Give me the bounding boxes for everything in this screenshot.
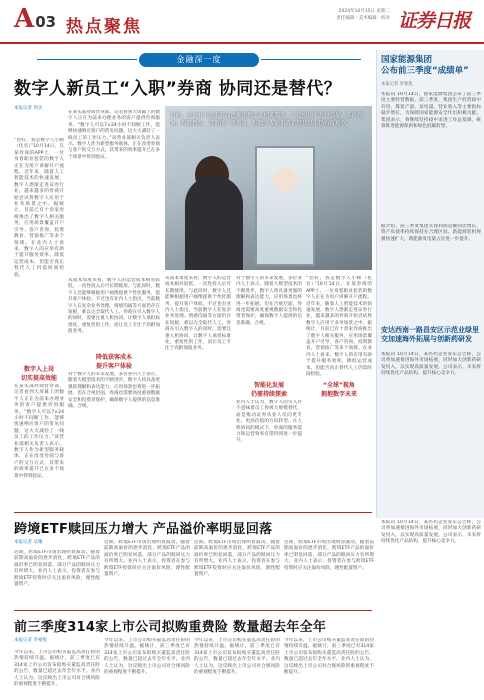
issue-meta: 2024年10月15日 星期二 责任编辑 · 美术编辑 · 校对 [336, 9, 390, 21]
page-header [0, 0, 484, 44]
divider-2 [14, 610, 372, 611]
right-body-1: 本报讯 10月14日，国家能源集团公布了前三季度主要经营数据。前三季度，集团生产经营稳中有进，煤炭产量、发电量、营业收入等主要指标稳步增长，为保障国家能源安全作出积极贡献。集团表示，将继续坚持稳中求进工作总基调，统筹推进能源保供和绿色低碳转型。 [381, 92, 481, 130]
right-body-4: 本报讯 10月14日，某医药企业发布公告称，公司将加速推进海外市场拓展，同时加大创新药研发投入，以实现高质量发展。公司表示，未来将持续优化产品结构，提升核心竞争力。 [381, 520, 481, 545]
main-column-4b: 业内人士认为，数字人的引入并不意味着员工将被大规模替代，而是推动证券从业人员向更专业、更高价值的方向转型。在人机协同的模式下，券商的服务能力和运营效率有望得到进一步提升。 [236, 400, 302, 444]
main-column-3: 从成本角度来看，数字人的运营成本相对较低，一次性投入后可长期使用。与此同时，数字人还能够根据用户画像提供个性化服务，提升客户体验。不过也有业内人士指出，当前数字人在复杂业务处理、情感沟通等方面仍存在短板，难以完全取代人工。券商在引入数字人的同时，需要注重人机协同，让数字人承担标准化、重复性的工作，而让员工专注于高附加值业务。 [165, 276, 231, 352]
divider-1 [14, 512, 372, 513]
visitor-figure [185, 176, 243, 270]
main-headline: 数字人新员工“入职”券商 协同还是替代？ [14, 79, 342, 99]
lower2-headline: 前三季度314家上市公司拟购重费险 数量超去年全年 [14, 620, 327, 635]
lower1-col-2: 近期，跨境ETF市场出现明显波动。随着前期高溢价的逐步消化，跨境ETF产品的溢价率已明显回落，部分产品的赎回压力有所增大。业内人士表示，投资者在参与跨境ETF投资时应关注溢价风险，理性配置资产。 [104, 540, 190, 578]
subhead-4: “全球”视角 拥抱数字未来 [306, 380, 372, 398]
right-headline-1: 国家能源集团 公布前三季度“成绩单” [381, 55, 469, 76]
feature-banner: 金融深一度 [139, 53, 259, 67]
lower1-headline: 跨境ETF赎回压力增大 产品溢价率明显回落 [14, 522, 273, 537]
subhead-3: 智能化发展 仍需持续探索 [250, 382, 287, 398]
photo-caption: 目前，至少有十余家券商已推出数字人相关服务，广泛应用于开户引导、客户咨询、投资教育、营销推广等场景，但数字人能否真正替代员工仍有待观察。 [170, 113, 363, 127]
main-column-2b: 从成本角度来看，数字人的运营成本相对较低，一次性投入后可长期使用。与此同时，数字人还能够根据用户画像提供个性化服务，提升客户体验。不过也有业内人士指出，当前数字人在复杂业务处理、情感沟通等方面仍存在短板，难以完全取代人工。券商在引入数字人的同时，需要注重人机协同，让数字人承担标准化、重复性的工作，而让员工专注于高附加值业务。 [68, 278, 160, 335]
main-column-2: 在某头部券商营业部，记者看到大屏幕上的数字人正在为前来办理业务的客户提供咨询服务。“数字人可以7×24小时不间断工作，能够快速响应客户的常见问题，这大大减轻了一线员工的工作压力。”该营业部相关负责人表示。数字人作为新型服务载体，正在改变券商与客户的交互方式，其带来的效率提升已在多个场景中得到验证。 [68, 110, 160, 160]
right-body-2: 据介绍，前三季度集团实现利润总额同比增长，资产负债率持续保持在合理区间。新能源装机规模快速扩大，新能源发电量占比进一步提升。 [381, 224, 481, 242]
page-number: A03 [14, 4, 57, 34]
main-column-1: “您好，我是数字人小顾（化名）”10月14日，在某券商的APP上，一位身着职业套装的数字人正在为用户讲解开户流程。近年来，随着人工智能技术的快速发展，数字人逐渐走进证券行业，越来越多的券商开始尝试将数字人应用于业务场景之中。据统计，目前已有十余家券商推出了数字人相关服务，应用场景覆盖开户引导、客户咨询、投资教育、营销推广等多个领域。在业内人士看来，数字人的应用有助于提升服务效率、降低运营成本，但能否真正替代人工仍需时间检验。 [14, 138, 64, 278]
right-headline-2: 安达西南一路昌安区示范业绿里交加速海外拓展与创新药研发 [381, 326, 479, 343]
right-byline-1: 本报记者 李春莲 [381, 82, 413, 87]
digital-human-figure [273, 168, 297, 192]
lower2-col-1: 今年以来，上市公司购买董监高责任险的热情持续升温。据统计，前三季度已有314家上市公司发布拟购买董监高责任险的公告，数量已超过去年全年水平。业内人士认为，这反映出上市公司对合规风险的重视程度不断提升。 [14, 650, 100, 688]
article-photo [165, 106, 372, 270]
section-title: 热点聚焦 [66, 17, 142, 37]
right-body-3: 本报讯 10月14日，某医药企业发布公告称，公司将加速推进海外市场拓展，同时加大创新药研发投入，以实现高质量发展。公司表示，未来将持续优化产品结构，提升核心竞争力。 [381, 352, 481, 377]
lower2-col-2: 今年以来，上市公司购买董监高责任险的热情持续升温。据统计，前三季度已有314家上市公司发布拟购买董监高责任险的公告，数量已超过去年全年水平。业内人士认为，这反映出上市公司对合规风险的重视程度不断提升。 [104, 638, 190, 676]
main-column-1b: 在某头部券商营业部，记者看到大屏幕上的数字人正在为前来办理业务的客户提供咨询服务。“数字人可以7×24小时不间断工作，能够快速响应客户的常见问题，这大大减轻了一线员工的工作压力。”该营业部相关负责人表示。数字人作为新型服务载体，正在改变券商与客户的交互方式，其带来的效率提升已在多个场景中得到验证。 [14, 384, 64, 479]
subhead-1: 数字人上岗 切实提高效能 [20, 366, 57, 382]
main-column-2c: 对于数字人的未来发展，多位业内人士表示，随着大模型技术的不断进步，数字人将具备更强的理解和表达能力，应用场景也将进一步拓展。但在合规层面，券商也需要高度重视数据安全和投资者保护，确保数字人提供的信息准确、合规。 [68, 372, 160, 410]
lower1-byline: 本报记者 吴珊 [14, 540, 43, 545]
main-column-4: 对于数字人的未来发展，多位业内人士表示，随着大模型技术的不断进步，数字人将具备更强的理解和表达能力，应用场景也将进一步拓展。但在合规层面，券商也需要高度重视数据安全和投资者保护，确保数字人提供的信息准确、合规。 [236, 276, 302, 326]
masthead-logo: 证券日报 [398, 10, 471, 32]
lower1-col-3: 近期，跨境ETF市场出现明显波动。随着前期高溢价的逐步消化，跨境ETF产品的溢价率已明显回落，部分产品的赎回压力有所增大。业内人士表示，投资者在参与跨境ETF投资时应关注溢价风险，理性配置资产。 [194, 540, 280, 578]
lower1-col-1: 近期，跨境ETF市场出现明显波动。随着前期高溢价的逐步消化，跨境ETF产品的溢价率已明显回落，部分产品的赎回压力有所增大。业内人士表示，投资者在参与跨境ETF投资时应关注溢价风险，理性配置资产。 [14, 550, 100, 588]
lower2-col-4: 今年以来，上市公司购买董监高责任险的热情持续升温。据统计，前三季度已有314家上市公司发布拟购买董监高责任险的公告，数量已超过去年全年水平。业内人士认为，这反映出上市公司对合规风险的重视程度不断提升。 [284, 638, 374, 676]
main-byline: 本报记者 周尖 [14, 106, 43, 111]
main-column-5: “您好，我是数字人小顾（化名）”10月14日，在某券商的APP上，一位身着职业套装的数字人正在为用户讲解开户流程。近年来，随着人工智能技术的快速发展，数字人逐渐走进证券行业，越来越多的券商开始尝试将数字人应用于业务场景之中。据统计，目前已有十余家券商推出了数字人相关服务，应用场景覆盖开户引导、客户咨询、投资教育、营销推广等多个领域。在业内人士看来，数字人的应用有助于提升服务效率、降低运营成本，但能否真正替代人工仍需时间检验。 [306, 276, 372, 378]
subhead-2: 降低获客成本 提升客户体验 [95, 354, 132, 370]
digital-human-screen [255, 146, 315, 266]
lower2-col-3: 今年以来，上市公司购买董监高责任险的热情持续升温。据统计，前三季度已有314家上市公司发布拟购买董监高责任险的公告，数量已超过去年全年水平。业内人士认为，这反映出上市公司对合规风险的重视程度不断提升。 [194, 638, 280, 676]
lower2-byline: 本报记者 李豪悦 [14, 638, 47, 643]
lower1-col-4: 近期，跨境ETF市场出现明显波动。随着前期高溢价的逐步消化，跨境ETF产品的溢价率已明显回落，部分产品的赎回压力有所增大。业内人士表示，投资者在参与跨境ETF投资时应关注溢价风险，理性配置资产。 [284, 540, 374, 571]
